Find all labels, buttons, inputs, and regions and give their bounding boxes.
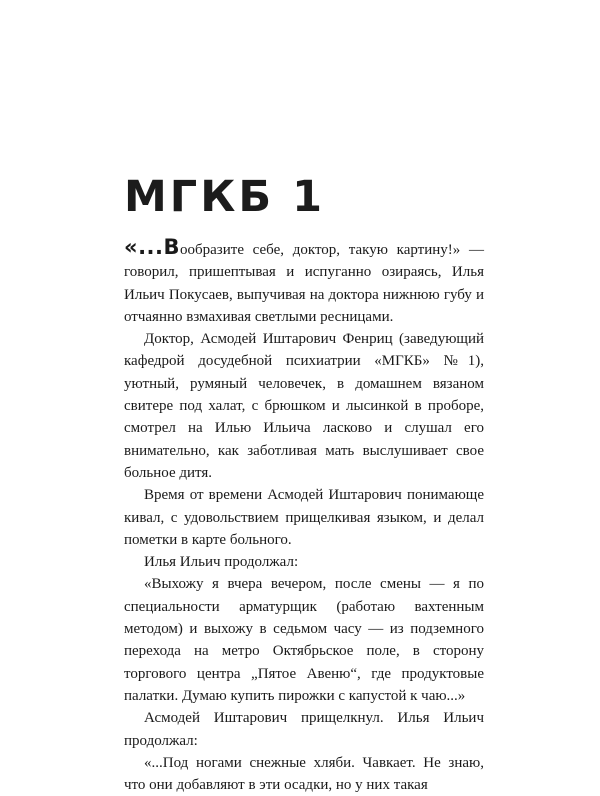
paragraph-5: «Выхожу я вчера вечером, после смены — я по специальности арматурщик (работаю вахтенным методом) и выхожу в седьмом часу — из подземного перехода на метро Октябрьское поле, в сторону торгового центра „Пятое Авеню“, где продуктовые палатки. Думаю купить пирожки с капустой к чаю...» <box>124 576 484 704</box>
paragraph-4: Илья Ильич продолжал: <box>144 554 299 571</box>
chapter-title: МГКБ 1 <box>124 172 326 222</box>
paragraph-2: Доктор, Асмодей Иштарович Фенриц (заведующий кафедрой досудебной психиатрии «МГКБ» №1), уютный, румяный человечек, в домашнем вязаном свитере под халат, с брюшком и лысинкой в проборе, смотрел на Илью Ильича ласково и слушал его внимательно, как заботливая мать выслушивает свое больное дитя. <box>124 331 484 481</box>
paragraph-1 <box>124 236 484 328</box>
dropcap-lead: «...В <box>124 235 181 259</box>
paragraph-6: Асмодей Иштарович прищелкнул. Илья Ильич продолжал: <box>124 710 484 749</box>
paragraph-3: Время от времени Асмодей Иштарович понимающе кивал, с удовольствием прищелкивая языком, и делал пометки в карте больного. <box>124 487 484 548</box>
paragraph-1-text: ообразите себе, доктор, такую картину!» — говорил, пришептывая и испуганно озираясь, Илья Ильич Покусаев, выпучивая на доктора нижнюю губу и отчаянно взмахивая светлыми ресницами. <box>124 242 484 325</box>
body-text <box>124 236 484 796</box>
paragraph-7: «...Под ногами снежные хляби. Чавкает. Не знаю, что они добавляют в эти осадки, но у них такая <box>124 754 484 794</box>
